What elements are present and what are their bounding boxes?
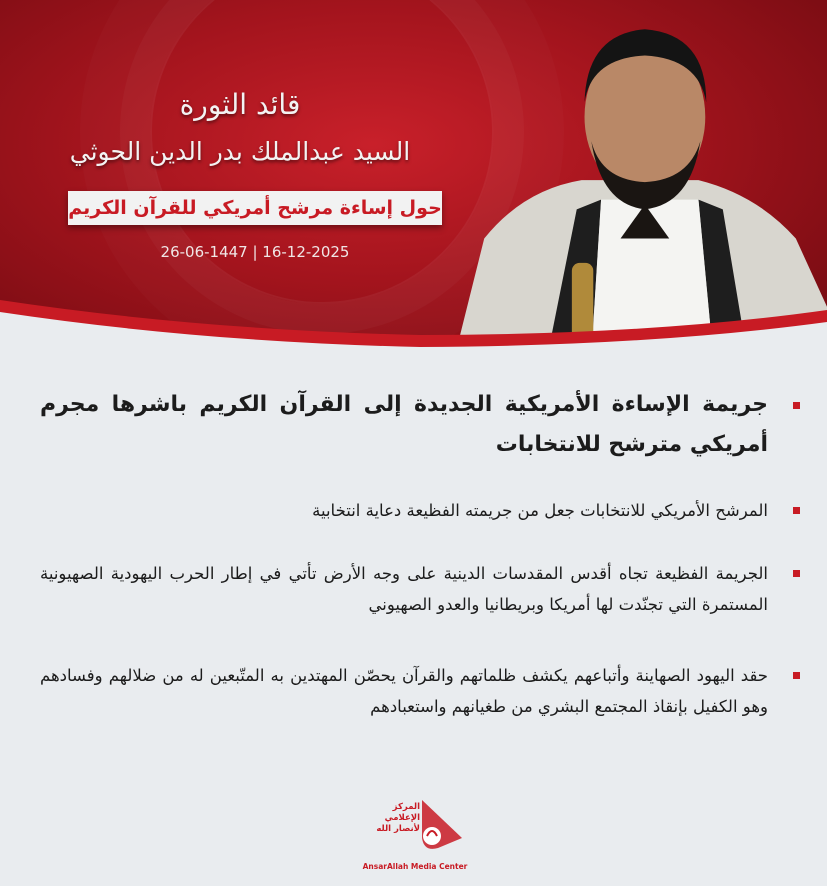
point-text: حقد اليهود الصهاينة وأتباعهم يكشف ظلماتهم والقرآن يحصّن المهتدين به المتّبعين له من ضلالهم وفسادهم وهو الكفيل بإنقاذ المجتمع البشري من طغيانهم واستعبادهم [40, 666, 768, 716]
subject-banner: حول إساءة مرشح أمريكي للقرآن الكريم [68, 191, 442, 225]
logo-arabic-text: المركز الإعلامي لأنصار الله [376, 802, 420, 834]
title-calligraphy-line1: قائد الثورة [179, 88, 301, 121]
point-text: الجريمة الفظيعة تجاه أقدس المقدسات الدينية على وجه الأرض تأتي في إطار الحرب اليهودية الصهيونية المستمرة التي تجنّدت لها أمريكا وبريطانيا والعدو الصهيوني [40, 564, 768, 614]
bullet-icon [793, 570, 800, 577]
bullet-icon [793, 672, 800, 679]
point-item [40, 558, 800, 620]
date-label: 26-06-1447 | 16-12-2025 [160, 243, 350, 261]
bullet-icon [793, 507, 800, 514]
header-banner [0, 0, 827, 360]
logo-mark-icon [418, 798, 464, 853]
point-item [40, 660, 800, 722]
point-headline [40, 385, 800, 465]
statement-points [40, 385, 800, 722]
point-text: جريمة الإساءة الأمريكية الجديدة إلى القرآن الكريم باشرها مجرم أمريكي مترشح للانتخابات [40, 392, 768, 457]
point-text: المرشح الأمريكي للانتخابات جعل من جريمته الفظيعة دعاية انتخابية [312, 501, 768, 520]
bullet-icon [793, 402, 800, 409]
logo-english-text: AnsarAllah Media Center [362, 862, 468, 871]
title-calligraphy-line2: السيد عبدالملك بدر الدين الحوثي [69, 137, 411, 166]
media-center-logo [360, 796, 470, 880]
point-item [40, 495, 800, 526]
wave-divider [0, 280, 827, 360]
